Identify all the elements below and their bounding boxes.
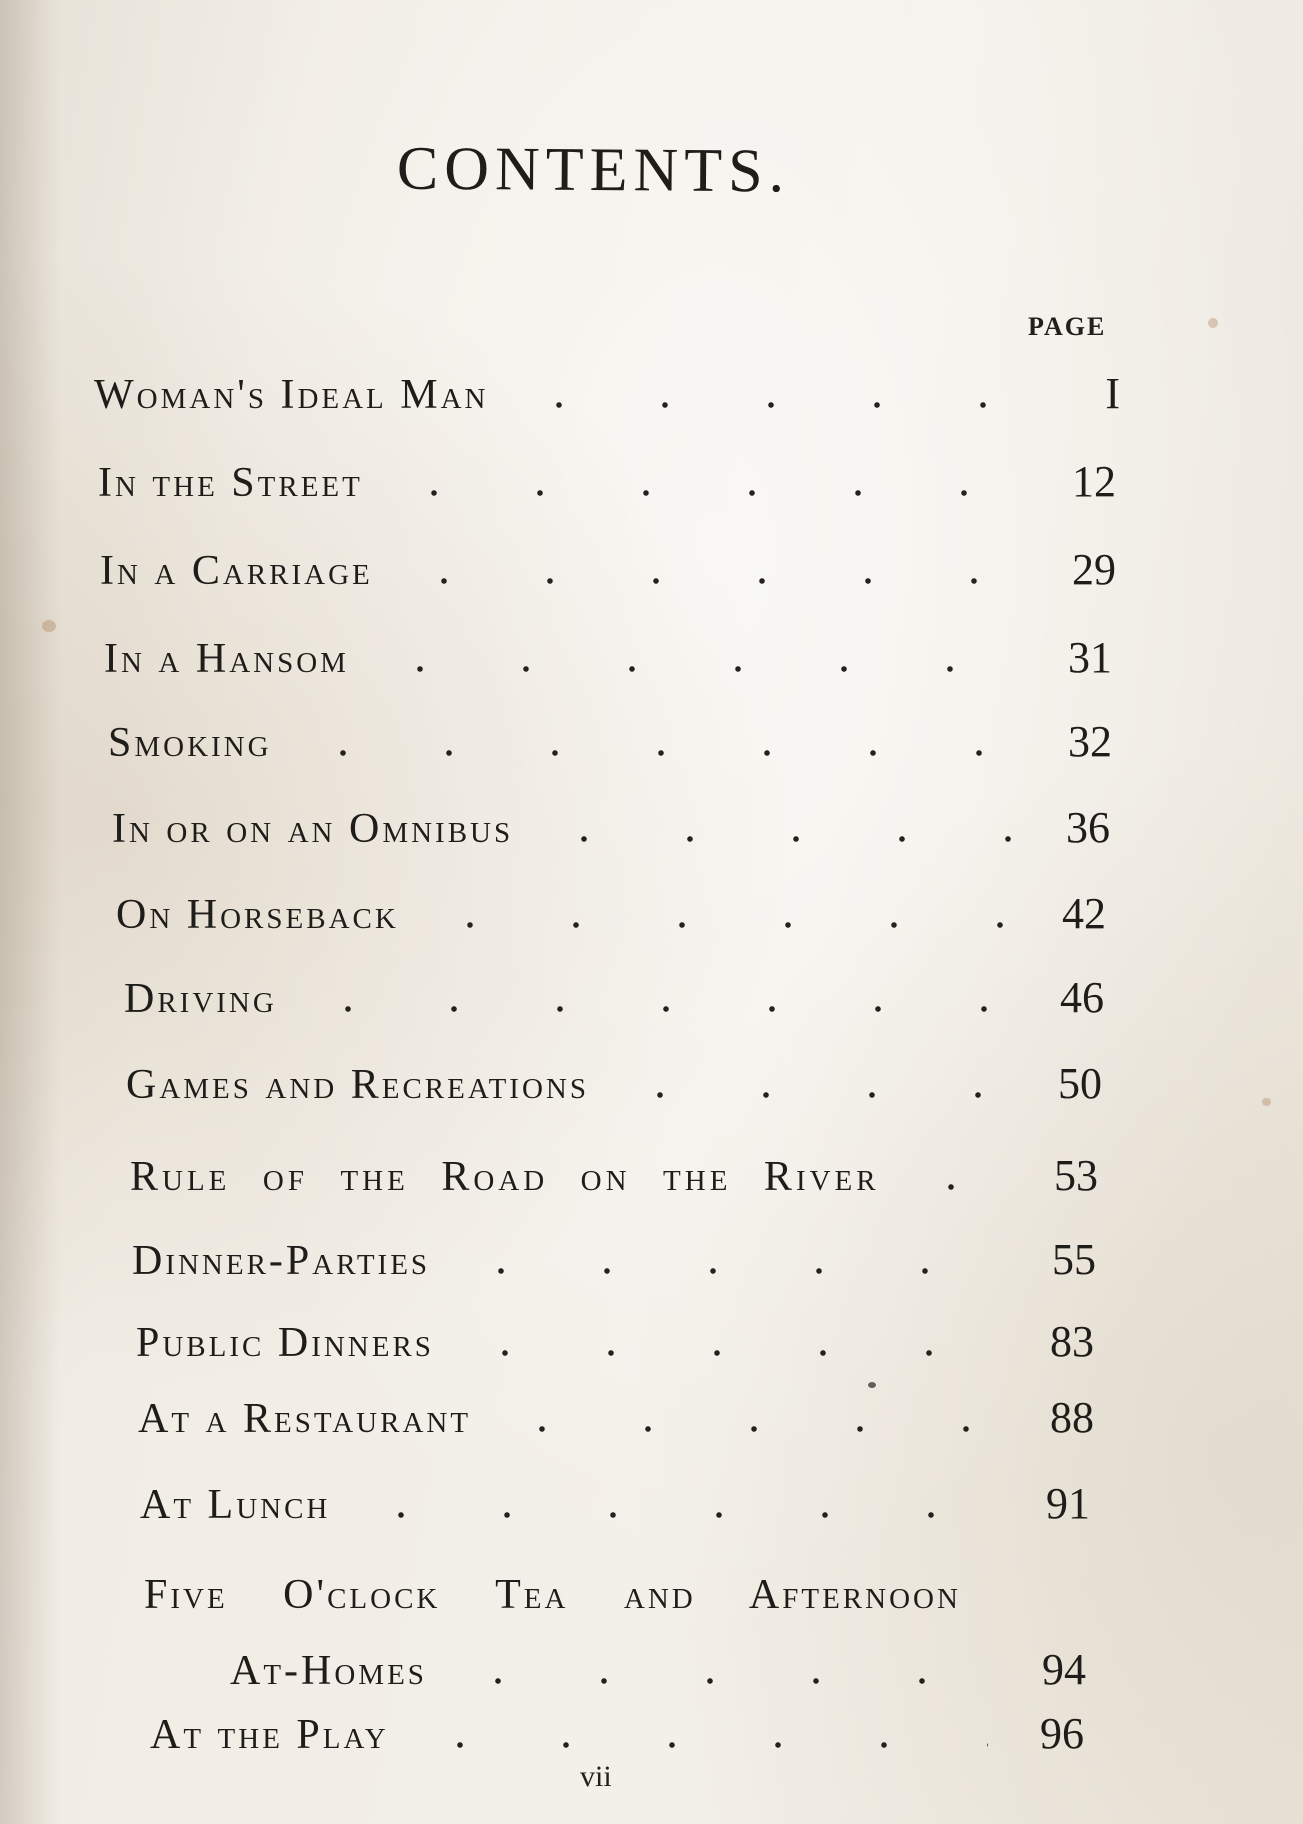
toc-entry-title: Games and Recreations — [126, 1062, 589, 1108]
toc-entry-title: Public Dinners — [136, 1320, 434, 1366]
toc-entry-title: At the Play — [150, 1712, 389, 1758]
dot-leader — [407, 1740, 988, 1750]
toc-entry-page: 31 — [1068, 633, 1112, 682]
toc-entry-title: In or on an Omnibus — [112, 806, 514, 852]
toc-entry-page: 96 — [1040, 1709, 1084, 1758]
toc-entry-title: Smoking — [108, 720, 272, 766]
toc-entry-page: 36 — [1066, 803, 1110, 852]
toc-entry-page: 29 — [1072, 545, 1116, 594]
toc-entry-page: 83 — [1050, 1317, 1094, 1366]
toc-entry[interactable] — [104, 624, 1112, 680]
toc-entry-page: 50 — [1058, 1059, 1102, 1108]
toc-entry[interactable] — [126, 1050, 1102, 1106]
dot-leader — [448, 1266, 1000, 1276]
toc-entry-title: On Horseback — [116, 892, 399, 938]
toc-entry-page: 91 — [1046, 1479, 1090, 1528]
toc-entry-title: In a Hansom — [104, 636, 349, 682]
toc-entry-page: 55 — [1052, 1235, 1096, 1284]
toc-entry-title: Driving — [124, 976, 277, 1022]
toc-entry[interactable] — [94, 360, 1120, 416]
toc-entry[interactable] — [112, 794, 1110, 850]
toc-entry[interactable] — [138, 1384, 1094, 1440]
toc-entry[interactable] — [150, 1700, 1084, 1756]
toc-entry-title: Woman's Ideal Man — [94, 372, 489, 418]
page-column-label: PAGE — [1028, 312, 1107, 341]
dot-leader — [898, 1182, 1002, 1192]
toc-entry[interactable] — [132, 1226, 1096, 1282]
toc-entry[interactable] — [136, 1308, 1094, 1364]
toc-entry[interactable] — [230, 1636, 1086, 1692]
toc-entry-title: Dinner-Parties — [132, 1238, 431, 1284]
toc-entry-page: 32 — [1068, 717, 1112, 766]
page-folio: vii — [580, 1760, 612, 1793]
toc-entry[interactable] — [116, 880, 1106, 936]
dot-leader — [489, 1424, 998, 1434]
toc-entry-page: 53 — [1054, 1151, 1098, 1200]
dot-leader — [417, 920, 1010, 930]
dot-leader — [367, 664, 1016, 674]
toc-entry-title: In the Street — [98, 460, 363, 506]
toc-entry-title: At Lunch — [140, 1482, 331, 1528]
dot-leader — [290, 748, 1016, 758]
dot-leader — [381, 488, 1020, 498]
toc-entry-title: In a Carriage — [100, 548, 373, 594]
dot-leader — [445, 1676, 990, 1686]
dot-leader — [452, 1348, 998, 1358]
toc-entry-page: 46 — [1060, 973, 1104, 1022]
toc-entry-page: 12 — [1072, 457, 1116, 506]
dot-leader — [607, 1090, 1006, 1100]
toc-entry-title: Five O'clock Tea and Afternoon — [144, 1572, 961, 1618]
dot-leader — [391, 576, 1020, 586]
toc-entry-page: 42 — [1062, 889, 1106, 938]
dot-leader — [295, 1004, 1008, 1014]
toc-entry-page: 94 — [1042, 1645, 1086, 1694]
toc-entry[interactable] — [98, 448, 1116, 504]
toc-entry-page: I — [1105, 369, 1120, 418]
toc-entry[interactable] — [124, 964, 1104, 1020]
toc-entry-continued[interactable] — [144, 1560, 1034, 1616]
dot-leader — [348, 1510, 994, 1520]
dot-leader — [506, 400, 1024, 410]
toc-entry-title: At-Homes — [230, 1648, 427, 1694]
page-title: CONTENTS. — [396, 134, 791, 206]
dot-leader — [531, 834, 1014, 844]
toc-entry-title: At a Restaurant — [138, 1396, 472, 1442]
toc-entry[interactable] — [108, 708, 1112, 764]
toc-entry[interactable] — [140, 1470, 1090, 1526]
toc-entry[interactable] — [130, 1142, 1098, 1198]
toc-entry-title: Rule of the Road on the River — [130, 1154, 880, 1200]
toc-entry[interactable] — [100, 536, 1116, 592]
toc-entry-page: 88 — [1050, 1393, 1094, 1442]
